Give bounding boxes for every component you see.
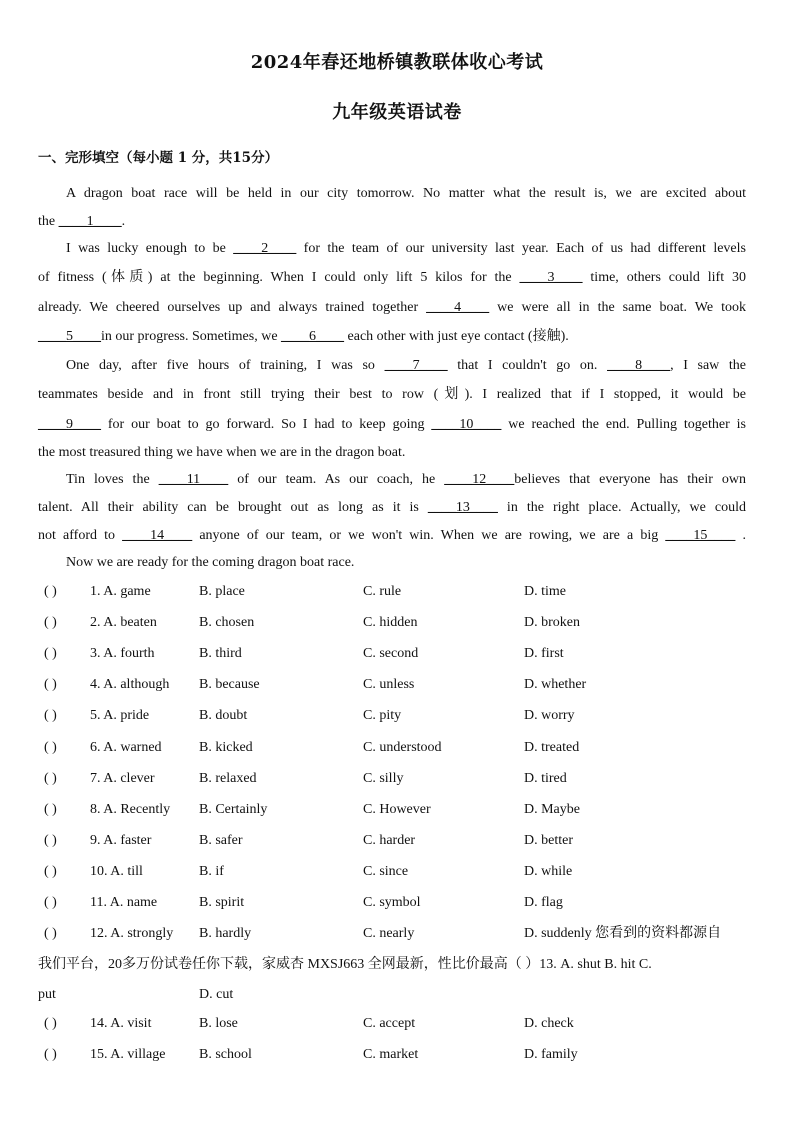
text: .	[121, 214, 126, 229]
option-a: 1. A. game	[90, 584, 151, 599]
text: not afford to	[38, 528, 123, 543]
option-c: C. accept	[363, 1016, 416, 1031]
answer-bracket: ( )	[44, 646, 57, 661]
passage-p3-line4: the most treasured thing we have when we are in the dragon boat.	[38, 445, 406, 460]
answer-bracket: ( )	[44, 1016, 57, 1031]
option-d: D. check	[524, 1016, 574, 1031]
answer-bracket: ( )	[44, 1047, 57, 1062]
blank-9: ____9____	[38, 417, 101, 432]
option-a: 3. A. fourth	[90, 646, 155, 661]
answer-bracket: ( )	[44, 864, 57, 879]
option-d: D. suddenly 您看到的资料都源自	[524, 926, 722, 941]
exam-subtitle: 九年级英语试卷	[332, 102, 462, 123]
option-c: C. unless	[363, 677, 415, 692]
option-d: D. time	[524, 584, 566, 599]
promo-note-line: 我们平台，20多万份试卷任你下载，家威杏 MXSJ663 全网最新，性比价最高（ ）13. A. shut B. hit C.	[38, 957, 652, 972]
option-a: 5. A. pride	[90, 708, 150, 723]
text: for the team of our university last year. Each of us had different levels	[296, 241, 746, 256]
passage-p1-line1: A dragon boat race will be held in our city tomorrow. No matter what the result is, we are excited about	[66, 186, 746, 201]
blank-7: ____7____	[384, 358, 448, 373]
option-c: C. second	[363, 646, 419, 661]
text: , I saw the	[670, 358, 747, 373]
option-d: D. whether	[524, 677, 587, 692]
answer-bracket: ( )	[44, 926, 57, 941]
option-a: 12. A. strongly	[90, 926, 174, 941]
option-b: B. lose	[199, 1016, 238, 1031]
text: in the right place. Actually, we could	[497, 500, 747, 515]
passage-p2-line2	[38, 267, 746, 289]
option-b: B. because	[199, 677, 260, 692]
blank-13: ____13____	[427, 500, 498, 515]
text: believes that everyone has their own	[514, 472, 747, 487]
option-c: C. rule	[363, 584, 402, 599]
option-b: B. relaxed	[199, 771, 257, 786]
option-a: 9. A. faster	[90, 833, 152, 848]
passage-p2-line3	[38, 297, 746, 319]
passage-p4-line3	[38, 525, 746, 547]
passage-p4-line1	[66, 469, 746, 491]
blank-8: ____8____	[607, 358, 671, 373]
option-b: B. kicked	[199, 740, 253, 755]
blank-6: ____6____	[281, 329, 345, 344]
answer-bracket: ( )	[44, 740, 57, 755]
option-a: 11. A. name	[90, 895, 158, 910]
blank-10: ____10____	[431, 417, 502, 432]
blank-14: ____14____	[122, 528, 193, 543]
blank-2: ____2____	[233, 241, 297, 256]
option-c: C. understood	[363, 740, 442, 755]
option-a: 4. A. although	[90, 677, 170, 692]
text: time, others could lift 30	[582, 270, 746, 285]
text: that I couldn't go on.	[447, 358, 608, 373]
passage-p3-line2: teammates beside and in front still trying their best to row (划). I realized that if I stopped, it would be	[38, 387, 746, 402]
option-d: D. family	[524, 1047, 578, 1062]
option-b: B. spirit	[199, 895, 245, 910]
text: already. We cheered ourselves up and always trained together	[38, 300, 427, 315]
option-a: 10. A. till	[90, 864, 143, 879]
blank-15: ____15____	[665, 528, 736, 543]
option-d: D. tired	[524, 771, 567, 786]
blank-3: ____3____	[519, 270, 583, 285]
option-b: B. place	[199, 584, 245, 599]
option-c: put	[38, 987, 56, 1002]
passage-p5: Now we are ready for the coming dragon boat race.	[66, 555, 355, 570]
text: talent. All their ability can be brought out as long as it is	[38, 500, 428, 515]
section-heading: 一、完形填空（每小题 1 分，共15分）	[38, 150, 279, 166]
option-d: D. broken	[524, 615, 580, 630]
option-c: C. silly	[363, 771, 404, 786]
option-b: B. third	[199, 646, 242, 661]
passage-p4-line2	[38, 497, 746, 519]
option-a: 6. A. warned	[90, 740, 162, 755]
blank-5: ____5____	[38, 329, 101, 344]
answer-bracket: ( )	[44, 771, 57, 786]
answer-bracket: ( )	[44, 615, 57, 630]
option-d: D. Maybe	[524, 802, 580, 817]
option-c: C. symbol	[363, 895, 421, 910]
text: .	[735, 528, 747, 543]
option-c: C. However	[363, 802, 431, 817]
blank-4: ____4____	[426, 300, 490, 315]
option-b: B. school	[199, 1047, 252, 1062]
option-b: B. Certainly	[199, 802, 268, 817]
text: One day, after five hours of training, I was so	[66, 358, 385, 373]
option-b: B. hardly	[199, 926, 252, 941]
answer-bracket: ( )	[44, 895, 57, 910]
option-d: D. first	[524, 646, 564, 661]
option-c: C. pity	[363, 708, 402, 723]
answer-bracket: ( )	[44, 584, 57, 599]
option-d: D. while	[524, 864, 573, 879]
option-b: B. if	[199, 864, 224, 879]
option-b: B. doubt	[199, 708, 248, 723]
option-c: C. market	[363, 1047, 419, 1062]
option-a: 2. A. beaten	[90, 615, 157, 630]
option-b: B. chosen	[199, 615, 255, 630]
passage-p1-line2	[38, 211, 746, 233]
answer-bracket: ( )	[44, 833, 57, 848]
text: the	[38, 214, 59, 229]
option-d: D. cut	[199, 987, 234, 1002]
passage-p3-line1	[66, 355, 746, 377]
option-c: C. nearly	[363, 926, 415, 941]
answer-bracket: ( )	[44, 802, 57, 817]
text: we were all in the same boat. We took	[489, 300, 747, 315]
text: of fitness (体质) at the beginning. When I could only lift 5 kilos for the	[38, 270, 520, 285]
text: for our boat to go forward. So I had to keep going	[101, 417, 432, 432]
option-c: C. hidden	[363, 615, 418, 630]
blank-1: ____1____	[58, 214, 122, 229]
blank-12: ____12____	[444, 472, 515, 487]
option-d: D. flag	[524, 895, 563, 910]
passage-p2-line1	[66, 238, 746, 260]
text: of our team. As our coach, he	[228, 472, 445, 487]
answer-bracket: ( )	[44, 677, 57, 692]
blank-11: ____11____	[158, 472, 229, 487]
option-a: 7. A. clever	[90, 771, 155, 786]
passage-p3-line3	[38, 414, 746, 436]
passage-p2-line4	[38, 326, 746, 348]
text: in our progress. Sometimes, we	[101, 329, 282, 344]
text: we reached the end. Pulling together is	[501, 417, 746, 432]
text: anyone of our team, or we won't win. When we are rowing, we are a big	[192, 528, 666, 543]
option-c: C. harder	[363, 833, 416, 848]
exam-title: 2024年春还地桥镇教联体收心考试	[250, 52, 544, 73]
option-a: 8. A. Recently	[90, 802, 171, 817]
text: Tin loves the	[66, 472, 159, 487]
option-a: 15. A. village	[90, 1047, 166, 1062]
option-b: B. safer	[199, 833, 243, 848]
option-a: 14. A. visit	[90, 1016, 152, 1031]
option-d: D. worry	[524, 708, 575, 723]
text: each other with just eye contact (接触).	[344, 329, 569, 344]
text: I was lucky enough to be	[66, 241, 234, 256]
option-c: C. since	[363, 864, 409, 879]
option-d: D. treated	[524, 740, 580, 755]
answer-bracket: ( )	[44, 708, 57, 723]
option-d: D. better	[524, 833, 573, 848]
